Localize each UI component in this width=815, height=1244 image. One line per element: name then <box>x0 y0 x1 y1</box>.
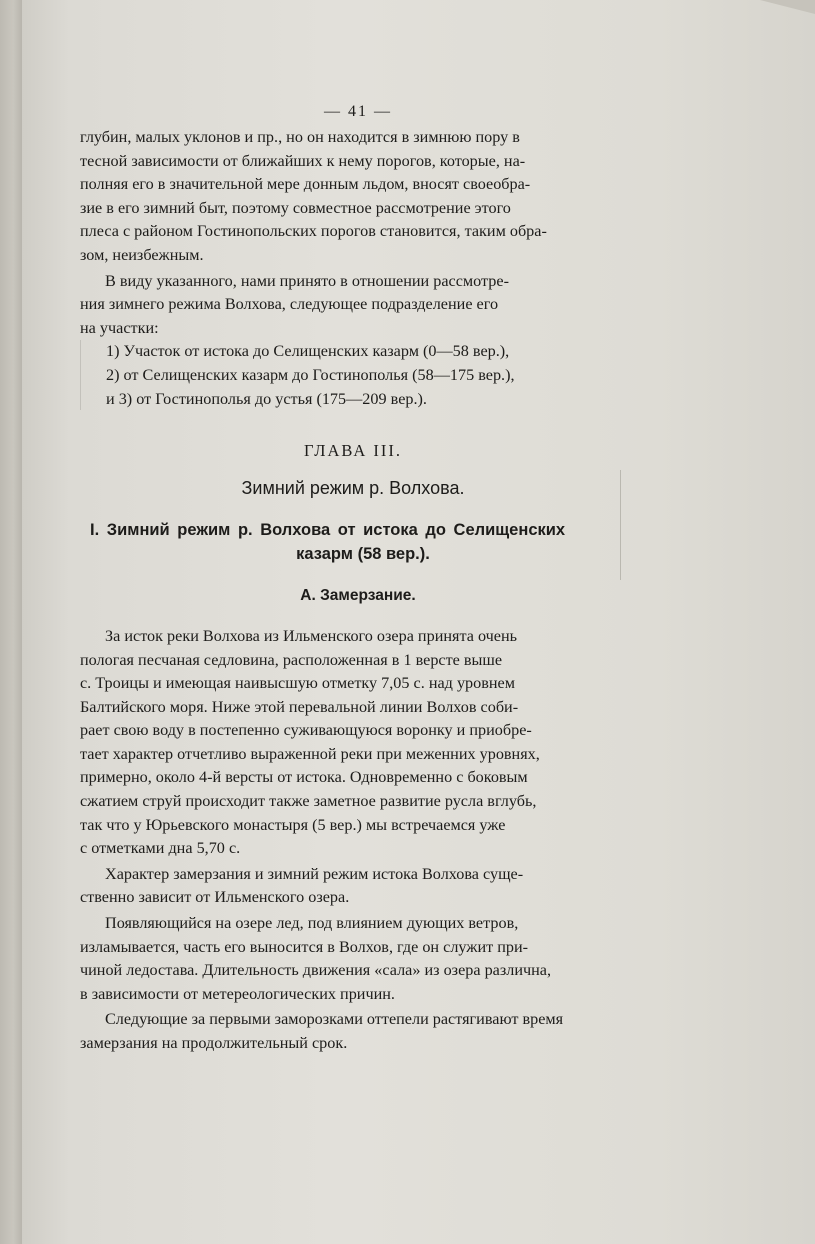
chapter-label: ГЛАВА III. <box>303 441 403 461</box>
text-line: чиной ледостава. Длительность движения «сала» из озера различна, <box>80 961 552 980</box>
text-line: тает характер отчетливо выраженной реки при меженних уровнях, <box>80 744 540 763</box>
text-line: За исток реки Волхова из Ильменского озера принята очень <box>105 626 518 645</box>
sections-list <box>80 340 626 411</box>
list-item: и 3) от Гостинополья до устья (175—209 вер.). <box>106 389 427 408</box>
text-line: плеса с районом Гостинопольских порогов становится, таким обра- <box>80 222 547 241</box>
body-paragraph <box>80 625 626 861</box>
subsection-heading: А. Замерзание. <box>300 587 416 605</box>
subdivision-paragraph <box>80 270 626 341</box>
text-line: рает свою воду в постепенно суживающуюся воронку и приобре- <box>80 721 532 740</box>
text-line: ственно зависит от Ильменского озера. <box>80 888 350 907</box>
text-line: в зависимости от метереологических причин. <box>80 984 395 1003</box>
page-corner-fold <box>760 0 815 14</box>
text-line: изламывается, часть его выносится в Волхов, где он служит при- <box>80 937 529 956</box>
text-line: замерзания на продолжительный срок. <box>80 1034 348 1052</box>
body-paragraph <box>80 863 626 910</box>
chapter-title: Зимний режим р. Волхова. <box>241 477 465 498</box>
text-line: полняя его в значительной мере донным льдом, вносят своеобра- <box>80 175 531 194</box>
text-line: примерно, около 4-й версты от истока. Одновременно с боковым <box>80 768 528 787</box>
text-line: с отметками дна 5,70 с. <box>80 839 241 858</box>
text-line: так что у Юрьевского монастыря (5 вер.) мы встречаемся уже <box>80 815 506 834</box>
text-line: сжатием струй происходит также заметное развитие русла вглубь, <box>80 792 537 811</box>
body-paragraph <box>80 912 626 1006</box>
section-heading-line: I. Зимний режим р. Волхова от истока до Селищенских <box>90 521 566 540</box>
text-line: тесной зависимости от ближайших к нему порогов, которые, на- <box>80 151 526 170</box>
body-paragraph <box>80 1008 626 1055</box>
page-edge-left <box>0 0 23 1244</box>
text-line: ния зимнего режима Волхова, следующее подразделение его <box>80 295 499 314</box>
text-line: с. Троицы и имеющая наивысшую отметку 7,05 с. над уровнем <box>80 674 515 693</box>
section-heading <box>80 518 626 566</box>
text-line: В виду указанного, нами принято в отношении рассмотре- <box>105 271 509 290</box>
text-line: пологая песчаная седловина, расположенная в 1 версте выше <box>80 650 503 669</box>
intro-paragraph <box>80 126 626 268</box>
list-item: 2) от Селищенских казарм до Гостинополья (58—175 вер.), <box>106 365 515 384</box>
list-item: 1) Участок от истока до Селищенских казарм (0—58 вер.), <box>106 342 510 361</box>
section-heading-line: казарм (58 вер.). <box>296 545 430 564</box>
page-number: — 41 — <box>324 103 392 120</box>
text-line: Следующие за первыми заморозками оттепели растягивают время <box>105 1010 564 1029</box>
text-line: зом, неизбежным. <box>80 245 204 264</box>
text-line: Балтийского моря. Ниже этой перевальной линии Волхов соби- <box>80 697 519 716</box>
text-line: Появляющийся на озере лед, под влиянием дующих ветров, <box>105 914 519 933</box>
text-line: на участки: <box>80 318 159 337</box>
text-line: глубин, малых уклонов и пр., но он находится в зимнюю пору в <box>80 128 520 146</box>
text-line: Характер замерзания и зимний режим истока Волхова суще- <box>105 864 524 883</box>
text-line: зие в его зимний быт, поэтому совместное рассмотрение этого <box>80 198 511 217</box>
page-content <box>80 100 626 1056</box>
